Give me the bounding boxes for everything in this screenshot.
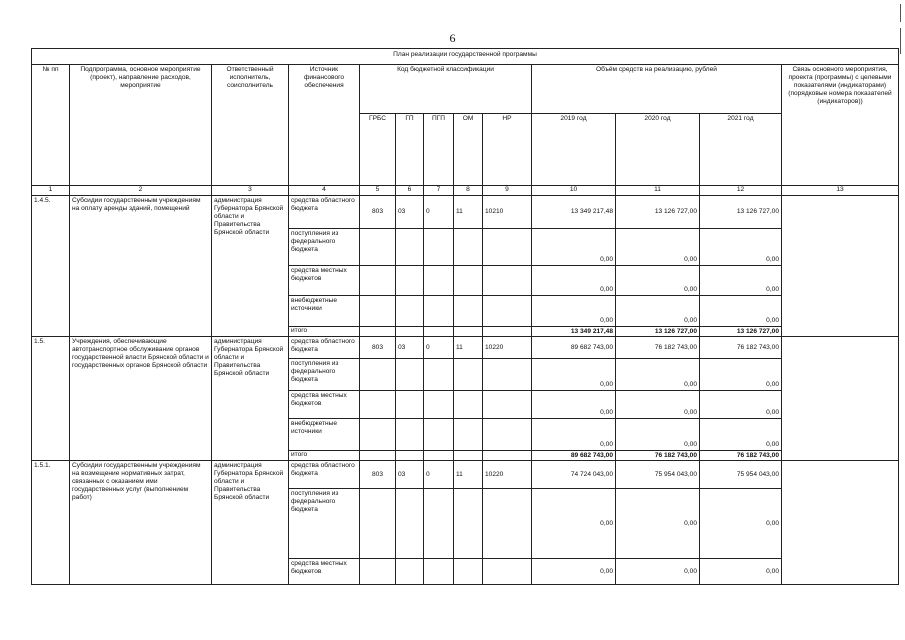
funding-source: средства местных бюджетов — [289, 559, 360, 585]
code-grbs — [360, 559, 396, 585]
code-np — [483, 359, 532, 391]
amount-2021: 0,00 — [700, 266, 782, 296]
header-2021: 2021 год — [700, 114, 782, 186]
code-om — [454, 419, 483, 451]
amount-2019: 0,00 — [532, 559, 616, 585]
header-volume: Объём средств на реализацию, рублей — [532, 65, 782, 114]
code-gp — [396, 296, 424, 327]
amount-2020: 0,00 — [616, 489, 700, 559]
amount-2021: 0,00 — [700, 359, 782, 391]
item-responsible: администрация Губернатора Брянской области и Правительства Брянской области — [212, 461, 289, 585]
code-grbs — [360, 419, 396, 451]
code-om — [454, 451, 483, 461]
amount-2019: 0,00 — [532, 359, 616, 391]
amount-2020: 0,00 — [616, 391, 700, 419]
item-name: Субсидии государственным учреждениям на оплату аренды зданий, помещений — [70, 196, 212, 337]
amount-2021: 0,00 — [700, 296, 782, 327]
column-number: 7 — [424, 186, 454, 196]
code-grbs: 803 — [360, 461, 396, 489]
header-gp: ГП — [396, 114, 424, 186]
code-gp: 03 — [396, 337, 424, 359]
item-name: Учреждения, обеспечивающие автотранспортное обслуживание органов государственной власти Брянской области и государственных органов Брянской области — [70, 337, 212, 461]
amount-2020: 0,00 — [616, 419, 700, 451]
item-name: Субсидии государственным учреждениям на возмещение нормативных затрат, связанных с оказанием ими государственных услуг (выполнением работ) — [70, 461, 212, 585]
total-2021: 13 126 727,00 — [700, 327, 782, 337]
column-number: 2 — [70, 186, 212, 196]
amount-2020: 0,00 — [616, 559, 700, 585]
column-number: 4 — [289, 186, 360, 196]
funding-source-total: итого — [289, 327, 360, 337]
indicator-link — [782, 196, 899, 337]
amount-2019: 0,00 — [532, 229, 616, 266]
code-np — [483, 229, 532, 266]
code-gp — [396, 391, 424, 419]
page-number: 6 — [449, 31, 456, 45]
column-number: 6 — [396, 186, 424, 196]
code-grbs — [360, 489, 396, 559]
header-name: Подпрограмма, основное мероприятие (проект), направление расходов, мероприятие — [70, 65, 212, 186]
amount-2020: 13 126 727,00 — [616, 196, 700, 229]
code-pgp — [424, 419, 454, 451]
funding-source: внебюджетные источники — [289, 296, 360, 327]
scan-edge-mark — [900, 4, 901, 22]
funding-source: средства местных бюджетов — [289, 391, 360, 419]
code-pgp: 0 — [424, 337, 454, 359]
code-np — [483, 489, 532, 559]
code-np — [483, 391, 532, 419]
header-responsible: Ответственный исполнитель, соисполнитель — [212, 65, 289, 186]
column-number: 12 — [700, 186, 782, 196]
amount-2020: 76 182 743,00 — [616, 337, 700, 359]
code-np — [483, 451, 532, 461]
code-np: 10210 — [483, 196, 532, 229]
code-np — [483, 266, 532, 296]
amount-2019: 0,00 — [532, 266, 616, 296]
code-om — [454, 391, 483, 419]
amount-2020: 0,00 — [616, 229, 700, 266]
header-pgp: ПГП — [424, 114, 454, 186]
amount-2020: 0,00 — [616, 359, 700, 391]
code-grbs — [360, 229, 396, 266]
header-grbs: ГРБС — [360, 114, 396, 186]
header-2019: 2019 год — [532, 114, 616, 186]
code-om: 11 — [454, 461, 483, 489]
header-om: ОМ — [454, 114, 483, 186]
header-budget-code: Код бюджетной классификации — [360, 65, 532, 114]
amount-2021: 0,00 — [700, 559, 782, 585]
funding-source: средства областного бюджета — [289, 337, 360, 359]
column-number: 11 — [616, 186, 700, 196]
program-plan-table — [31, 48, 899, 585]
code-pgp — [424, 451, 454, 461]
code-om: 11 — [454, 196, 483, 229]
indicator-link — [782, 337, 899, 461]
code-gp — [396, 489, 424, 559]
amount-2019: 89 682 743,00 — [532, 337, 616, 359]
amount-2021: 0,00 — [700, 229, 782, 266]
amount-2021: 13 126 727,00 — [700, 196, 782, 229]
code-om: 11 — [454, 337, 483, 359]
code-pgp — [424, 229, 454, 266]
code-grbs — [360, 266, 396, 296]
code-np — [483, 559, 532, 585]
funding-source: поступления из федерального бюджета — [289, 229, 360, 266]
item-number: 1.4.5. — [32, 196, 70, 337]
amount-2021: 75 954 043,00 — [700, 461, 782, 489]
amount-2020: 0,00 — [616, 296, 700, 327]
code-pgp — [424, 296, 454, 327]
code-gp — [396, 327, 424, 337]
code-np — [483, 327, 532, 337]
code-pgp — [424, 559, 454, 585]
code-grbs — [360, 359, 396, 391]
header-np: НР — [483, 114, 532, 186]
code-gp — [396, 266, 424, 296]
column-number: 3 — [212, 186, 289, 196]
item-responsible: администрация Губернатора Брянской области и Правительства Брянской области — [212, 196, 289, 337]
total-2019: 13 349 217,48 — [532, 327, 616, 337]
amount-2019: 0,00 — [532, 296, 616, 327]
code-om — [454, 266, 483, 296]
code-np — [483, 419, 532, 451]
code-om — [454, 327, 483, 337]
amount-2019: 74 724 043,00 — [532, 461, 616, 489]
total-2019: 89 682 743,00 — [532, 451, 616, 461]
funding-source: средства областного бюджета — [289, 196, 360, 229]
code-gp — [396, 359, 424, 391]
code-pgp — [424, 327, 454, 337]
amount-2021: 76 182 743,00 — [700, 337, 782, 359]
code-om — [454, 559, 483, 585]
code-grbs — [360, 391, 396, 419]
column-number: 1 — [32, 186, 70, 196]
amount-2019: 0,00 — [532, 391, 616, 419]
code-grbs: 803 — [360, 196, 396, 229]
code-gp — [396, 451, 424, 461]
code-np — [483, 296, 532, 327]
column-number: 9 — [483, 186, 532, 196]
funding-source: внебюджетные источники — [289, 419, 360, 451]
funding-source: средства местных бюджетов — [289, 266, 360, 296]
scan-edge-mark — [900, 28, 901, 54]
header-2020: 2020 год — [616, 114, 700, 186]
code-grbs — [360, 451, 396, 461]
code-pgp — [424, 359, 454, 391]
total-2021: 76 182 743,00 — [700, 451, 782, 461]
item-number: 1.5. — [32, 337, 70, 461]
code-gp — [396, 559, 424, 585]
funding-source: поступления из федерального бюджета — [289, 359, 360, 391]
amount-2019: 13 349 217,48 — [532, 196, 616, 229]
item-number: 1.5.1. — [32, 461, 70, 585]
code-om — [454, 359, 483, 391]
code-pgp — [424, 489, 454, 559]
code-gp: 03 — [396, 196, 424, 229]
code-pgp: 0 — [424, 196, 454, 229]
code-pgp — [424, 391, 454, 419]
amount-2019: 0,00 — [532, 489, 616, 559]
header-source: Источник финансового обеспечения — [289, 65, 360, 186]
header-num: № пп — [32, 65, 70, 186]
code-grbs — [360, 327, 396, 337]
indicator-link — [782, 461, 899, 585]
code-np: 10220 — [483, 337, 532, 359]
table-caption: План реализации государственной программы — [32, 49, 899, 65]
code-pgp: 0 — [424, 461, 454, 489]
item-responsible: администрация Губернатора Брянской области и Правительства Брянской области — [212, 337, 289, 461]
funding-source: поступления из федерального бюджета — [289, 489, 360, 559]
total-2020: 76 182 743,00 — [616, 451, 700, 461]
column-number: 10 — [532, 186, 616, 196]
code-om — [454, 229, 483, 266]
funding-source: средства областного бюджета — [289, 461, 360, 489]
code-om — [454, 489, 483, 559]
code-om — [454, 296, 483, 327]
amount-2021: 0,00 — [700, 489, 782, 559]
code-grbs: 803 — [360, 337, 396, 359]
column-number: 8 — [454, 186, 483, 196]
amount-2021: 0,00 — [700, 419, 782, 451]
code-grbs — [360, 296, 396, 327]
code-gp — [396, 419, 424, 451]
amount-2020: 75 954 043,00 — [616, 461, 700, 489]
code-pgp — [424, 266, 454, 296]
funding-source-total: итого — [289, 451, 360, 461]
amount-2021: 0,00 — [700, 391, 782, 419]
code-np: 10220 — [483, 461, 532, 489]
column-number: 13 — [782, 186, 899, 196]
code-gp — [396, 229, 424, 266]
code-gp: 03 — [396, 461, 424, 489]
total-2020: 13 126 727,00 — [616, 327, 700, 337]
column-number: 5 — [360, 186, 396, 196]
amount-2019: 0,00 — [532, 419, 616, 451]
header-link: Связь основного мероприятия, проекта (программы) с целевыми показателями (индикаторами) (порядковые номера показателей (индикаторов)) — [782, 65, 899, 186]
amount-2020: 0,00 — [616, 266, 700, 296]
